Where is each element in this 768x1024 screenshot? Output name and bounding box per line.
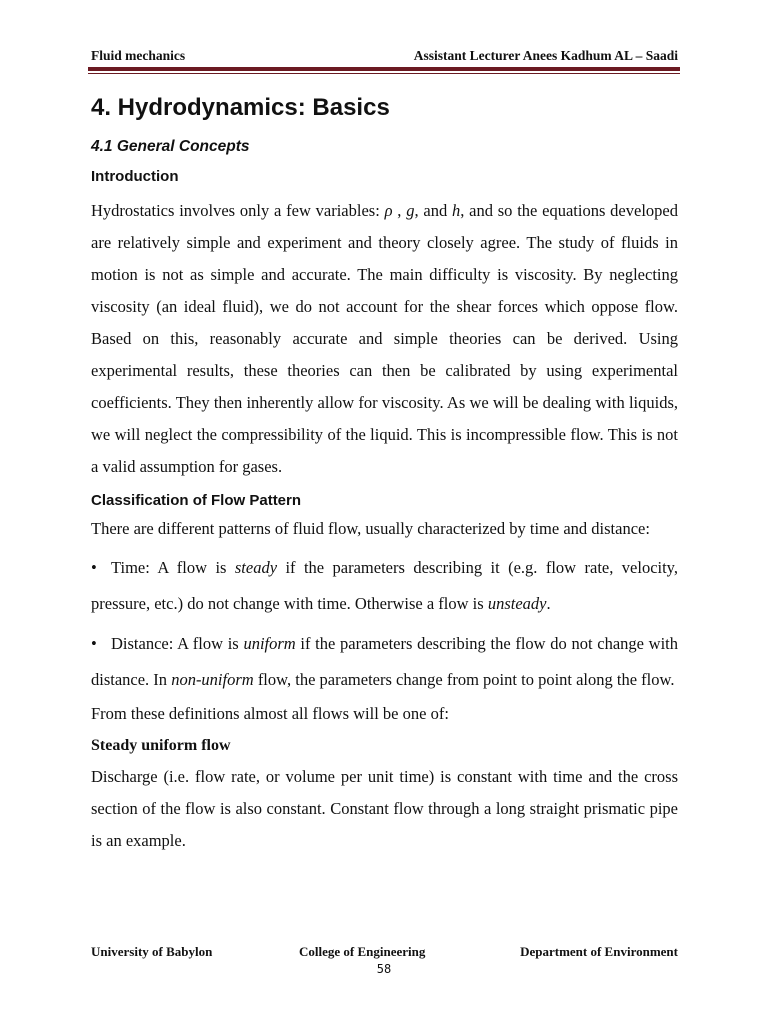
symbol-rho: ρ xyxy=(384,201,393,220)
header-author: Assistant Lecturer Anees Kadhum AL – Saadi xyxy=(413,48,678,63)
page-footer xyxy=(91,944,678,960)
bullet-marker: • xyxy=(91,634,97,653)
header-rule-thick xyxy=(88,67,680,71)
bullet-marker: • xyxy=(91,558,97,577)
section-title: 4.1 General Concepts xyxy=(91,138,250,155)
footer-department: Department of Environment xyxy=(520,944,678,959)
steady-uniform-paragraph: Discharge (i.e. flow rate, or volume per unit time) is constant with time and the cross section of the flow is also constant. Constant flow through a long straight prismatic pipe is an example. xyxy=(91,767,678,850)
header-rule-thin xyxy=(88,73,680,74)
symbol-g: g xyxy=(406,201,415,220)
intro-paragraph: Hydrostatics involves only a few variables: ρ , g, and h, and so the equations developed are relatively simple and experiment and theory closely agree. The study of fluids in motion is not as simple and accurate. The main difficulty is viscosity. By neglecting viscosity (an ideal fluid), we do not account for the shear forces which oppose flow. Based on this, reasonably accurate and simple theories can be derived. Using experimental results, these theories can then be calibrated by using experimental coefficients. They then inherently allow for viscosity. As we will be dealing with liquids, we will neglect the compressibility of the liquid. This is incompressible flow. This is not a valid assumption for gases. xyxy=(91,201,678,476)
page-header xyxy=(91,48,678,66)
footer-university: University of Babylon xyxy=(91,944,213,959)
footer-college: College of Engineering xyxy=(299,944,426,959)
classification-paragraph: There are different patterns of fluid flow, usually characterized by time and distance: xyxy=(91,519,650,538)
chapter-title: 4. Hydrodynamics: Basics xyxy=(91,94,390,121)
page-body xyxy=(91,88,678,857)
bullet-time: • Time: A flow is steady if the parameters describing it (e.g. flow rate, velocity, pressure, etc.) do not change with time. Otherwise a flow is unsteady. xyxy=(91,550,678,622)
header-course: Fluid mechanics xyxy=(91,48,186,63)
page-number: 58 xyxy=(376,962,392,976)
heading-steady-uniform: Steady uniform flow xyxy=(91,737,231,754)
bullet-distance: • Distance: A flow is uniform if the parameters describing the flow do not change with distance. In non-uniform flow, the parameters change from point to point along the flow. xyxy=(91,626,678,698)
heading-classification: Classification of Flow Pattern xyxy=(91,492,302,509)
definitions-lead: From these definitions almost all flows will be one of: xyxy=(91,704,449,723)
heading-introduction: Introduction xyxy=(91,168,179,185)
symbol-h: h xyxy=(451,201,461,220)
